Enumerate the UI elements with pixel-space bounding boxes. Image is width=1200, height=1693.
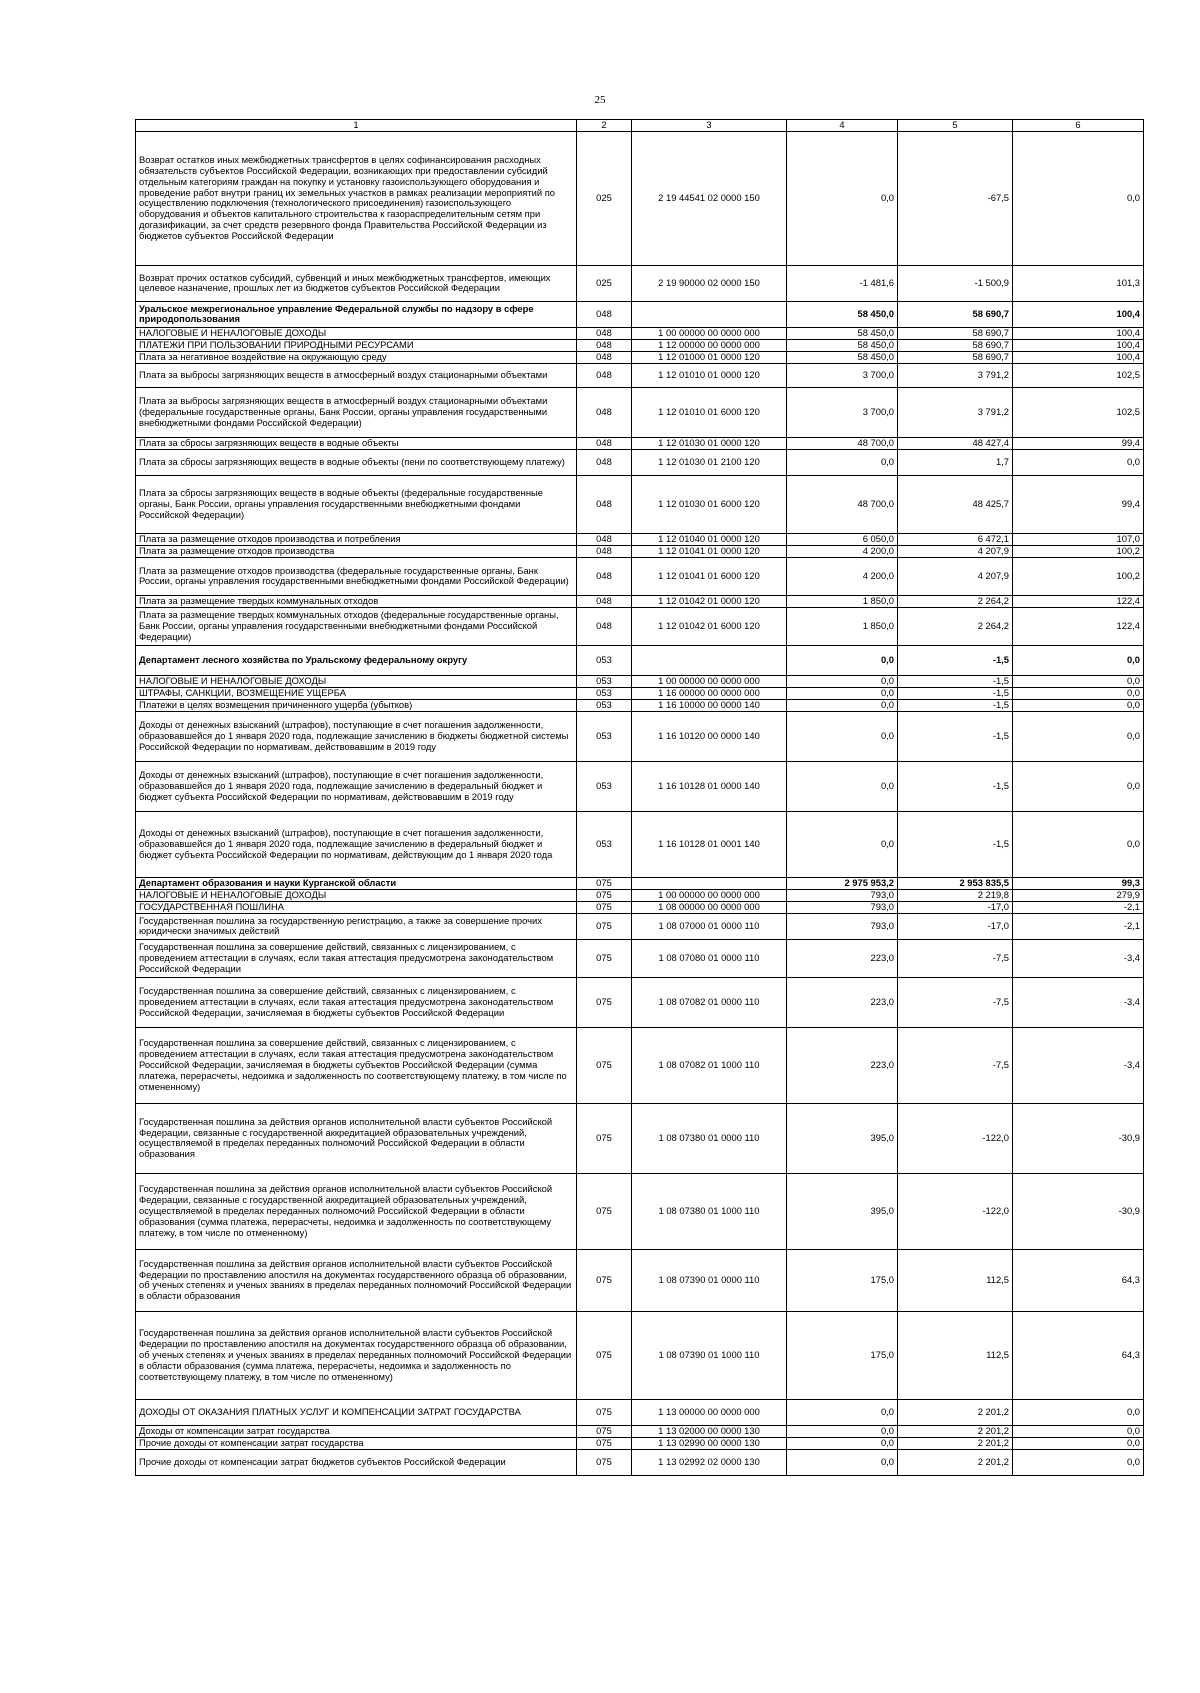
row-name-cell: Доходы от денежных взысканий (штрафов), поступающие в счет погашения задолженности, образовавшейся до 1 января 2020 года, подлежащие зачислению в федеральный бюджет и бюджет субъекта Российской Федерации по нормативам, действующим до 1 января 2020 года	[136, 811, 577, 877]
table-row	[136, 1173, 1144, 1249]
row-admin-code-cell: 053	[577, 711, 632, 761]
row-actual-value-cell: 4 207,9	[898, 557, 1013, 595]
table-row	[136, 889, 1144, 901]
row-actual-value-cell: 2 264,2	[898, 595, 1013, 607]
row-name-cell: Государственная пошлина за государственную регистрацию, а также за совершение прочих юридически значимых действий	[136, 913, 577, 939]
row-actual-value-cell: -17,0	[898, 913, 1013, 939]
table-row	[136, 339, 1144, 351]
row-admin-code-cell: 048	[577, 301, 632, 327]
table-row	[136, 449, 1144, 475]
table-row	[136, 327, 1144, 339]
row-actual-value-cell: 3 791,2	[898, 363, 1013, 387]
column-header-6: 6	[1013, 120, 1144, 132]
row-budget-code-cell: 1 08 07082 01 1000 110	[632, 1027, 787, 1103]
row-plan-value-cell: 223,0	[787, 977, 898, 1027]
row-admin-code-cell: 048	[577, 387, 632, 437]
row-actual-value-cell: -122,0	[898, 1173, 1013, 1249]
row-admin-code-cell: 075	[577, 1311, 632, 1399]
table-row	[136, 533, 1144, 545]
row-name-cell: Доходы от денежных взысканий (штрафов), поступающие в счет погашения задолженности, образовавшейся до 1 января 2020 года, подлежащие зачислению в бюджеты бюджетной системы Российской Федерации по нормативам, действовавшим в 2019 году	[136, 711, 577, 761]
table-row	[136, 1311, 1144, 1399]
row-percent-cell: 0,0	[1013, 675, 1144, 687]
table-row	[136, 265, 1144, 301]
row-budget-code-cell: 1 12 01030 01 2100 120	[632, 449, 787, 475]
row-plan-value-cell: 793,0	[787, 913, 898, 939]
table-row	[136, 557, 1144, 595]
row-admin-code-cell: 075	[577, 901, 632, 913]
table-row	[136, 811, 1144, 877]
row-admin-code-cell: 053	[577, 761, 632, 811]
row-plan-value-cell: 0,0	[787, 1425, 898, 1437]
row-name-cell: Возврат прочих остатков субсидий, субвенций и иных межбюджетных трансфертов, имеющих целевое назначение, прошлых лет из бюджетов субъектов Российской Федерации	[136, 265, 577, 301]
row-percent-cell: 107,0	[1013, 533, 1144, 545]
row-actual-value-cell: -17,0	[898, 901, 1013, 913]
row-budget-code-cell: 1 16 10000 00 0000 140	[632, 699, 787, 711]
row-name-cell: ШТРАФЫ, САНКЦИИ, ВОЗМЕЩЕНИЕ УЩЕРБА	[136, 687, 577, 699]
row-budget-code-cell: 1 08 07390 01 0000 110	[632, 1249, 787, 1311]
row-actual-value-cell: 48 427,4	[898, 437, 1013, 449]
row-plan-value-cell: 175,0	[787, 1249, 898, 1311]
row-percent-cell: 0,0	[1013, 449, 1144, 475]
row-plan-value-cell: 4 200,0	[787, 557, 898, 595]
row-admin-code-cell: 048	[577, 607, 632, 645]
row-name-cell: Платежи в целях возмещения причиненного ущерба (убытков)	[136, 699, 577, 711]
row-admin-code-cell: 075	[577, 1027, 632, 1103]
row-admin-code-cell: 048	[577, 557, 632, 595]
row-actual-value-cell: 2 201,2	[898, 1399, 1013, 1425]
row-actual-value-cell: -67,5	[898, 131, 1013, 265]
table-row	[136, 675, 1144, 687]
row-name-cell: Плата за негативное воздействие на окружающую среду	[136, 351, 577, 363]
row-actual-value-cell: 4 207,9	[898, 545, 1013, 557]
row-budget-code-cell: 1 12 01041 01 6000 120	[632, 557, 787, 595]
row-plan-value-cell: 0,0	[787, 687, 898, 699]
row-plan-value-cell: 58 450,0	[787, 327, 898, 339]
row-admin-code-cell: 048	[577, 533, 632, 545]
row-percent-cell: -3,4	[1013, 1027, 1144, 1103]
row-name-cell: Государственная пошлина за действия органов исполнительной власти субъектов Российской Федерации по проставлению апостиля на документах государственного образца об образовании, об ученых степенях и ученых званиях в пределах переданных полномочий Российской Федерации в области образования	[136, 1249, 577, 1311]
row-percent-cell: 100,4	[1013, 301, 1144, 327]
row-budget-code-cell: 2 19 90000 02 0000 150	[632, 265, 787, 301]
row-admin-code-cell: 025	[577, 131, 632, 265]
row-plan-value-cell: 223,0	[787, 1027, 898, 1103]
row-plan-value-cell: 0,0	[787, 675, 898, 687]
row-plan-value-cell: 2 975 953,2	[787, 877, 898, 889]
table-row	[136, 1449, 1144, 1475]
row-plan-value-cell: 0,0	[787, 1399, 898, 1425]
row-percent-cell: 0,0	[1013, 645, 1144, 675]
row-budget-code-cell: 1 12 01000 01 0000 120	[632, 351, 787, 363]
row-plan-value-cell: 395,0	[787, 1173, 898, 1249]
column-header-2: 2	[577, 120, 632, 132]
row-percent-cell: 0,0	[1013, 711, 1144, 761]
row-actual-value-cell: -122,0	[898, 1103, 1013, 1173]
row-percent-cell: 0,0	[1013, 131, 1144, 265]
table-row	[136, 437, 1144, 449]
row-admin-code-cell: 075	[577, 889, 632, 901]
row-percent-cell: -30,9	[1013, 1103, 1144, 1173]
row-name-cell: Департамент лесного хозяйства по Уральскому федеральному округу	[136, 645, 577, 675]
row-plan-value-cell: 175,0	[787, 1311, 898, 1399]
row-admin-code-cell: 075	[577, 939, 632, 977]
row-budget-code-cell: 1 13 02992 02 0000 130	[632, 1449, 787, 1475]
table-row	[136, 699, 1144, 711]
table-row	[136, 901, 1144, 913]
row-actual-value-cell: 2 219,8	[898, 889, 1013, 901]
row-budget-code-cell: 1 12 01042 01 0000 120	[632, 595, 787, 607]
row-admin-code-cell: 048	[577, 437, 632, 449]
row-actual-value-cell: -1,5	[898, 699, 1013, 711]
row-name-cell: Плата за размещение твердых коммунальных отходов (федеральные государственные органы, Банк России, органы управления государственными внебюджетными фондами Российской Федерации)	[136, 607, 577, 645]
row-percent-cell: 0,0	[1013, 811, 1144, 877]
row-budget-code-cell: 1 12 01030 01 6000 120	[632, 475, 787, 533]
row-budget-code-cell: 1 13 02000 00 0000 130	[632, 1425, 787, 1437]
row-name-cell: Государственная пошлина за совершение действий, связанных с лицензированием, с проведением аттестации в случаях, если такая аттестация предусмотрена законодательством Российской Федерации	[136, 939, 577, 977]
row-actual-value-cell: -1,5	[898, 645, 1013, 675]
row-percent-cell: 122,4	[1013, 595, 1144, 607]
row-actual-value-cell: -1,5	[898, 711, 1013, 761]
row-budget-code-cell: 1 12 01042 01 6000 120	[632, 607, 787, 645]
table-row	[136, 607, 1144, 645]
row-name-cell: Возврат остатков иных межбюджетных трансфертов в целях софинансирования расходных обязательств субъектов Российской Федерации, возникающих при предоставлении субсидий отдельным категориям граждан на покупку и установку газоиспользующего оборудования и проведение работ внутри границ их земельных участков в рамках реализации мероприятий по осуществлению подключения (технологического присоединения) газоиспользующего оборудования и объектов капитального строительства к газораспределительным сетям при догазификации, за счет средств резервного фонда Правительства Российской Федерации из бюджетов субъектов Российской Федерации	[136, 131, 577, 265]
row-admin-code-cell: 048	[577, 363, 632, 387]
table-row	[136, 351, 1144, 363]
row-actual-value-cell: 112,5	[898, 1249, 1013, 1311]
row-actual-value-cell: -1,5	[898, 761, 1013, 811]
row-plan-value-cell: 0,0	[787, 761, 898, 811]
row-plan-value-cell: 395,0	[787, 1103, 898, 1173]
row-admin-code-cell: 053	[577, 645, 632, 675]
row-name-cell: Прочие доходы от компенсации затрат бюджетов субъектов Российской Федерации	[136, 1449, 577, 1475]
row-percent-cell: 100,4	[1013, 339, 1144, 351]
row-percent-cell: 101,3	[1013, 265, 1144, 301]
row-name-cell: ГОСУДАРСТВЕННАЯ ПОШЛИНА	[136, 901, 577, 913]
revenue-table	[135, 119, 1144, 1476]
row-name-cell: Государственная пошлина за совершение действий, связанных с лицензированием, с проведением аттестации в случаях, если такая аттестация предусмотрена законодательством Российской Федерации, зачисляемая в бюджеты субъектов Российской Федерации	[136, 977, 577, 1027]
row-budget-code-cell: 1 12 01010 01 6000 120	[632, 387, 787, 437]
row-budget-code-cell: 1 00 00000 00 0000 000	[632, 327, 787, 339]
row-name-cell: Плата за размещение отходов производства и потребления	[136, 533, 577, 545]
table-row	[136, 1249, 1144, 1311]
row-plan-value-cell: 0,0	[787, 699, 898, 711]
row-admin-code-cell: 075	[577, 1103, 632, 1173]
row-plan-value-cell: 48 700,0	[787, 475, 898, 533]
row-plan-value-cell: 0,0	[787, 449, 898, 475]
row-plan-value-cell: 1 850,0	[787, 607, 898, 645]
row-name-cell: Уральское межрегиональное управление Федеральной службы по надзору в сфере природопользования	[136, 301, 577, 327]
row-plan-value-cell: 1 850,0	[787, 595, 898, 607]
row-actual-value-cell: -7,5	[898, 1027, 1013, 1103]
table-row	[136, 977, 1144, 1027]
row-budget-code-cell: 1 16 10128 01 0000 140	[632, 761, 787, 811]
table-row	[136, 1399, 1144, 1425]
row-percent-cell: 64,3	[1013, 1249, 1144, 1311]
row-percent-cell: -2,1	[1013, 901, 1144, 913]
row-plan-value-cell: 0,0	[787, 811, 898, 877]
row-admin-code-cell: 075	[577, 1173, 632, 1249]
row-admin-code-cell: 048	[577, 595, 632, 607]
row-actual-value-cell: -1,5	[898, 811, 1013, 877]
row-plan-value-cell: 48 700,0	[787, 437, 898, 449]
row-budget-code-cell: 1 12 01030 01 0000 120	[632, 437, 787, 449]
row-actual-value-cell: -1,5	[898, 675, 1013, 687]
row-percent-cell: 0,0	[1013, 1449, 1144, 1475]
row-actual-value-cell: 112,5	[898, 1311, 1013, 1399]
row-budget-code-cell	[632, 645, 787, 675]
row-plan-value-cell: -1 481,6	[787, 265, 898, 301]
row-percent-cell: 102,5	[1013, 363, 1144, 387]
column-header-5: 5	[898, 120, 1013, 132]
row-budget-code-cell: 1 08 07082 01 0000 110	[632, 977, 787, 1027]
row-actual-value-cell: 2 201,2	[898, 1437, 1013, 1449]
row-name-cell: Плата за размещение отходов производства	[136, 545, 577, 557]
row-budget-code-cell	[632, 877, 787, 889]
row-percent-cell: 100,4	[1013, 351, 1144, 363]
row-plan-value-cell: 0,0	[787, 1449, 898, 1475]
row-percent-cell: 100,2	[1013, 545, 1144, 557]
row-budget-code-cell: 1 08 07380 01 0000 110	[632, 1103, 787, 1173]
row-name-cell: Плата за выбросы загрязняющих веществ в атмосферный воздух стационарными объектами (федеральные государственные органы, Банк России, органы управления государственными внебюджетными фондами Российской Федерации)	[136, 387, 577, 437]
row-name-cell: ДОХОДЫ ОТ ОКАЗАНИЯ ПЛАТНЫХ УСЛУГ И КОМПЕНСАЦИИ ЗАТРАТ ГОСУДАРСТВА	[136, 1399, 577, 1425]
row-plan-value-cell: 793,0	[787, 889, 898, 901]
row-budget-code-cell: 1 16 00000 00 0000 000	[632, 687, 787, 699]
row-budget-code-cell: 1 16 10128 01 0001 140	[632, 811, 787, 877]
row-name-cell: НАЛОГОВЫЕ И НЕНАЛОГОВЫЕ ДОХОДЫ	[136, 889, 577, 901]
row-name-cell: Департамент образования и науки Курганской области	[136, 877, 577, 889]
row-name-cell: ПЛАТЕЖИ ПРИ ПОЛЬЗОВАНИИ ПРИРОДНЫМИ РЕСУРСАМИ	[136, 339, 577, 351]
row-budget-code-cell: 1 08 07390 01 1000 110	[632, 1311, 787, 1399]
table-row	[136, 1103, 1144, 1173]
row-percent-cell: -3,4	[1013, 977, 1144, 1027]
row-plan-value-cell: 0,0	[787, 711, 898, 761]
row-percent-cell: 100,2	[1013, 557, 1144, 595]
row-budget-code-cell: 1 12 01041 01 0000 120	[632, 545, 787, 557]
table-row	[136, 1425, 1144, 1437]
row-actual-value-cell: 2 201,2	[898, 1425, 1013, 1437]
row-percent-cell: 99,4	[1013, 437, 1144, 449]
table-row	[136, 363, 1144, 387]
row-admin-code-cell: 075	[577, 977, 632, 1027]
row-percent-cell: -2,1	[1013, 913, 1144, 939]
row-name-cell: Плата за выбросы загрязняющих веществ в атмосферный воздух стационарными объектами	[136, 363, 577, 387]
row-percent-cell: 0,0	[1013, 687, 1144, 699]
row-budget-code-cell: 1 08 07000 01 0000 110	[632, 913, 787, 939]
row-admin-code-cell: 075	[577, 1425, 632, 1437]
column-header-3: 3	[632, 120, 787, 132]
table-row	[136, 131, 1144, 265]
row-plan-value-cell: 3 700,0	[787, 387, 898, 437]
row-plan-value-cell: 6 050,0	[787, 533, 898, 545]
row-name-cell: Государственная пошлина за действия органов исполнительной власти субъектов Российской Федерации по проставлению апостиля на документах государственного образца об образовании, об ученых степенях и ученых званиях в пределах переданных полномочий Российской Федерации в области образования (сумма платежа, перерасчеты, недоимка и задолженность по соответствующему платежу, в том числе по отмененному)	[136, 1311, 577, 1399]
row-percent-cell: 102,5	[1013, 387, 1144, 437]
table-header-row	[136, 120, 1144, 132]
row-admin-code-cell: 048	[577, 545, 632, 557]
row-actual-value-cell: 6 472,1	[898, 533, 1013, 545]
row-budget-code-cell: 1 00 00000 00 0000 000	[632, 889, 787, 901]
row-budget-code-cell: 1 00 00000 00 0000 000	[632, 675, 787, 687]
row-actual-value-cell: 48 425,7	[898, 475, 1013, 533]
row-admin-code-cell: 053	[577, 687, 632, 699]
row-budget-code-cell: 1 08 07080 01 0000 110	[632, 939, 787, 977]
table-row	[136, 475, 1144, 533]
row-admin-code-cell: 053	[577, 811, 632, 877]
row-actual-value-cell: 2 264,2	[898, 607, 1013, 645]
row-actual-value-cell: 58 690,7	[898, 351, 1013, 363]
row-percent-cell: 279,9	[1013, 889, 1144, 901]
table-row	[136, 761, 1144, 811]
row-percent-cell: 0,0	[1013, 761, 1144, 811]
table-row	[136, 545, 1144, 557]
table-row	[136, 301, 1144, 327]
row-plan-value-cell: 3 700,0	[787, 363, 898, 387]
row-actual-value-cell: 58 690,7	[898, 301, 1013, 327]
table-row	[136, 387, 1144, 437]
row-plan-value-cell: 58 450,0	[787, 351, 898, 363]
row-admin-code-cell: 048	[577, 449, 632, 475]
row-actual-value-cell: 58 690,7	[898, 327, 1013, 339]
row-actual-value-cell: 2 953 835,5	[898, 877, 1013, 889]
row-plan-value-cell: 0,0	[787, 131, 898, 265]
row-admin-code-cell: 075	[577, 913, 632, 939]
row-name-cell: Плата за размещение твердых коммунальных отходов	[136, 595, 577, 607]
row-budget-code-cell: 1 12 00000 00 0000 000	[632, 339, 787, 351]
row-percent-cell: 122,4	[1013, 607, 1144, 645]
row-budget-code-cell	[632, 301, 787, 327]
row-actual-value-cell: -1 500,9	[898, 265, 1013, 301]
row-plan-value-cell: 58 450,0	[787, 339, 898, 351]
row-budget-code-cell: 1 13 00000 00 0000 000	[632, 1399, 787, 1425]
row-actual-value-cell: -1,5	[898, 687, 1013, 699]
row-plan-value-cell: 0,0	[787, 645, 898, 675]
row-admin-code-cell: 075	[577, 1449, 632, 1475]
row-budget-code-cell: 1 12 01040 01 0000 120	[632, 533, 787, 545]
row-name-cell: Государственная пошлина за действия органов исполнительной власти субъектов Российской Федерации, связанные с государственной аккредитацией образовательных учреждений, осуществляемой в пределах переданных полномочий Российской Федерации в области образования (сумма платежа, перерасчеты, недоимка и задолженность по соответствующему платежу, в том числе по отмененному)	[136, 1173, 577, 1249]
row-actual-value-cell: 3 791,2	[898, 387, 1013, 437]
row-admin-code-cell: 053	[577, 699, 632, 711]
row-percent-cell: 99,4	[1013, 475, 1144, 533]
row-name-cell: Плата за размещение отходов производства (федеральные государственные органы, Банк России, органы управления государственными внебюджетными фондами Российской Федерации)	[136, 557, 577, 595]
row-name-cell: Доходы от компенсации затрат государства	[136, 1425, 577, 1437]
row-plan-value-cell: 58 450,0	[787, 301, 898, 327]
row-name-cell: Плата за сбросы загрязняющих веществ в водные объекты (пени по соответствующему платежу)	[136, 449, 577, 475]
row-plan-value-cell: 4 200,0	[787, 545, 898, 557]
row-admin-code-cell: 075	[577, 1249, 632, 1311]
table-row	[136, 645, 1144, 675]
page-number: 25	[594, 94, 606, 106]
row-actual-value-cell: -7,5	[898, 939, 1013, 977]
row-percent-cell: 99,3	[1013, 877, 1144, 889]
row-admin-code-cell: 075	[577, 1399, 632, 1425]
table-row	[136, 939, 1144, 977]
table-row	[136, 877, 1144, 889]
row-name-cell: Государственная пошлина за совершение действий, связанных с лицензированием, с проведением аттестации в случаях, если такая аттестация предусмотрена законодательством Российской Федерации, зачисляемая в бюджеты субъектов Российской Федерации (сумма платежа, перерасчеты, недоимка и задолженность по соответствующему платежу, в том числе по отмененному)	[136, 1027, 577, 1103]
row-admin-code-cell: 075	[577, 1437, 632, 1449]
row-name-cell: Государственная пошлина за действия органов исполнительной власти субъектов Российской Федерации, связанные с государственной аккредитацией образовательных учреждений, осуществляемой в пределах переданных полномочий Российской Федерации в области образования	[136, 1103, 577, 1173]
row-percent-cell: -3,4	[1013, 939, 1144, 977]
row-budget-code-cell: 1 16 10120 00 0000 140	[632, 711, 787, 761]
row-name-cell: Прочие доходы от компенсации затрат государства	[136, 1437, 577, 1449]
row-percent-cell: 64,3	[1013, 1311, 1144, 1399]
row-admin-code-cell: 048	[577, 339, 632, 351]
table-row	[136, 913, 1144, 939]
row-name-cell: НАЛОГОВЫЕ И НЕНАЛОГОВЫЕ ДОХОДЫ	[136, 675, 577, 687]
row-name-cell: Плата за сбросы загрязняющих веществ в водные объекты	[136, 437, 577, 449]
column-header-1: 1	[136, 120, 577, 132]
table-row	[136, 1437, 1144, 1449]
row-admin-code-cell: 075	[577, 877, 632, 889]
row-percent-cell: 0,0	[1013, 1425, 1144, 1437]
row-admin-code-cell: 025	[577, 265, 632, 301]
row-admin-code-cell: 048	[577, 475, 632, 533]
row-percent-cell: -30,9	[1013, 1173, 1144, 1249]
column-header-4: 4	[787, 120, 898, 132]
row-percent-cell: 100,4	[1013, 327, 1144, 339]
table-row	[136, 711, 1144, 761]
row-actual-value-cell: -7,5	[898, 977, 1013, 1027]
row-admin-code-cell: 048	[577, 351, 632, 363]
row-name-cell: Плата за сбросы загрязняющих веществ в водные объекты (федеральные государственные органы, Банк России, органы управления государственными внебюджетными фондами Российской Федерации)	[136, 475, 577, 533]
row-name-cell: НАЛОГОВЫЕ И НЕНАЛОГОВЫЕ ДОХОДЫ	[136, 327, 577, 339]
row-plan-value-cell: 793,0	[787, 901, 898, 913]
row-percent-cell: 0,0	[1013, 699, 1144, 711]
table-row	[136, 1027, 1144, 1103]
row-name-cell: Доходы от денежных взысканий (штрафов), поступающие в счет погашения задолженности, образовавшейся до 1 января 2020 года, подлежащие зачислению в федеральный бюджет и бюджет субъекта Российской Федерации по нормативам, действовавшим в 2019 году	[136, 761, 577, 811]
table-body	[136, 131, 1144, 1475]
row-actual-value-cell: 1,7	[898, 449, 1013, 475]
row-budget-code-cell: 2 19 44541 02 0000 150	[632, 131, 787, 265]
row-actual-value-cell: 2 201,2	[898, 1449, 1013, 1475]
row-budget-code-cell: 1 08 00000 00 0000 000	[632, 901, 787, 913]
row-plan-value-cell: 0,0	[787, 1437, 898, 1449]
table-row	[136, 595, 1144, 607]
row-percent-cell: 0,0	[1013, 1437, 1144, 1449]
row-budget-code-cell: 1 08 07380 01 1000 110	[632, 1173, 787, 1249]
row-plan-value-cell: 223,0	[787, 939, 898, 977]
row-budget-code-cell: 1 13 02990 00 0000 130	[632, 1437, 787, 1449]
row-actual-value-cell: 58 690,7	[898, 339, 1013, 351]
row-budget-code-cell: 1 12 01010 01 0000 120	[632, 363, 787, 387]
row-admin-code-cell: 053	[577, 675, 632, 687]
table-row	[136, 687, 1144, 699]
row-percent-cell: 0,0	[1013, 1399, 1144, 1425]
row-admin-code-cell: 048	[577, 327, 632, 339]
